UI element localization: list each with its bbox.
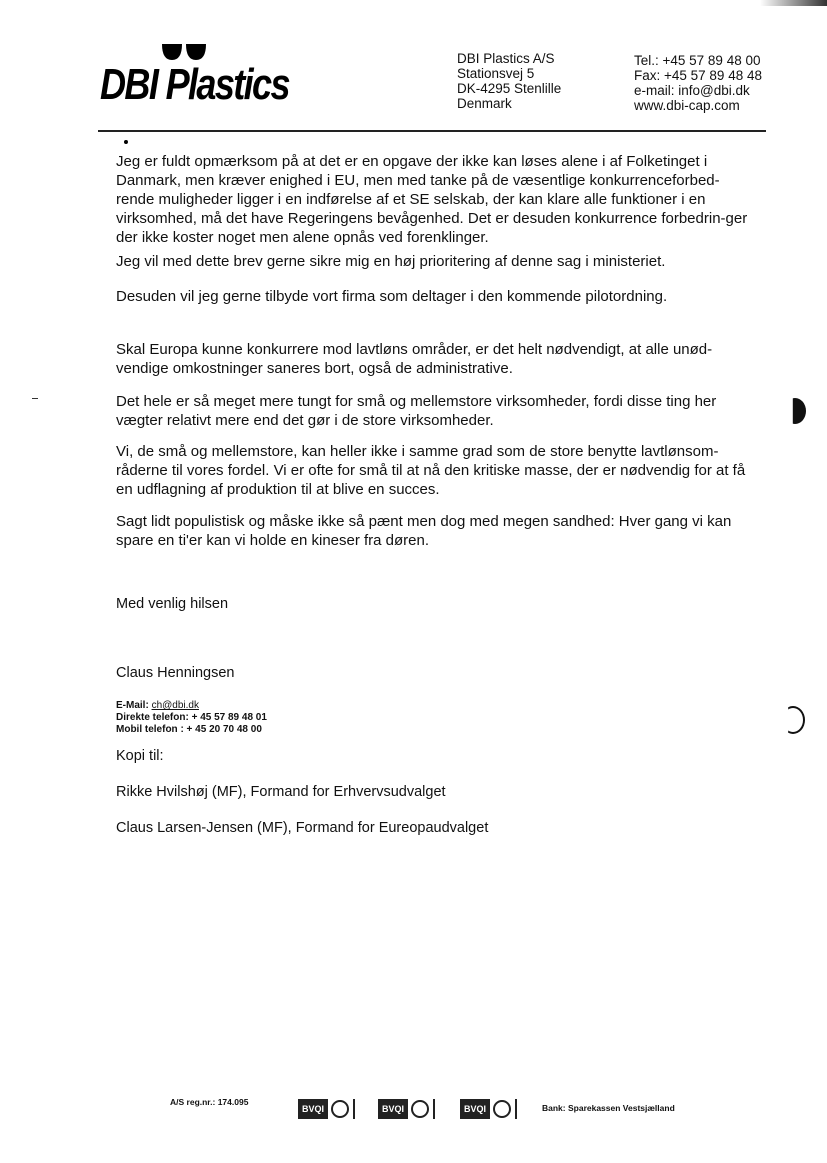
copy-recipient-1: Rikke Hvilshøj (MF), Formand for Erhvervsudvalget [116,784,446,800]
seal-icon [411,1100,429,1118]
seal-icon [493,1100,511,1118]
address-line: Denmark [457,96,512,111]
company-address [457,51,561,111]
copy-to-label: Kopi til: [116,748,164,764]
divider-bar [433,1099,435,1119]
company-logo: DBI Plastics [100,60,289,109]
contact-phone: Tel.: +45 57 89 48 00 [634,53,761,68]
bvqi-icon: BVQI [460,1099,490,1119]
punch-hole [781,706,805,734]
letter-paragraph-2: Jeg vil med dette brev gerne sikre mig en høj prioritering af denne sag i ministeriet. [116,253,666,270]
letter-paragraph-7: Sagt lidt populistisk og måske ikke så pænt men dog med megen sandhed: Hver gang vi kan spare en ti'er kan vi holde en kineser fra døren. [116,513,732,549]
closing-greeting: Med venlig hilsen [116,596,229,612]
letter-paragraph-5: Det hele er så meget mere tungt for små og mellemstore virksomheder, fordi disse ting her vægter relativt mere end det gør i de store virksomheder. [116,393,717,429]
letter-paragraph-6: Vi, de små og mellemstore, kan heller ikke i samme grad som de store benytte lavtlønsom-råderne til vores fordel. Vi er ofte for små til at nå den kritiske masse, der er nødvendig for at få en udflagning af produktion til at blive en succes. [116,443,746,498]
contact-email: e-mail: info@dbi.dk [634,83,750,98]
header-divider [98,130,766,132]
company-registration: A/S reg.nr.: 174.095 [170,1097,249,1107]
copy-recipient-2: Claus Larsen-Jensen (MF), Formand for Eureopaudvalget [116,820,489,836]
bullet-mark [124,140,128,144]
divider-bar [515,1099,517,1119]
email-link[interactable]: ch@dbi.dk [151,700,199,711]
contact-fax: Fax: +45 57 89 48 48 [634,68,762,83]
letter-paragraph-1: Jeg er fuldt opmærksom på at det er en opgave der ikke kan løses alene i af Folketinget i Danmark, men kræver enighed i EU, men med tanke på de væsentlige konkurrenceforbed-rende muligheder ligger i en indførelse af et SE selskab, der kan klare alle funktioner i en virksomhed, må det have Regeringens bevågenhed. Det er desuden konkurrence forbedrin-ger der ikke koster noget men alene opnås ved forenklinger. [116,153,748,246]
address-line: DBI Plastics A/S [457,51,555,66]
bank-info: Bank: Sparekassen Vestsjælland [542,1103,675,1113]
certification-mark [378,1097,435,1121]
contact-website: www.dbi-cap.com [634,98,740,113]
scan-mark [32,398,38,399]
signatory-name: Claus Henningsen [116,665,235,681]
divider-bar [353,1099,355,1119]
signatory-email-line [116,700,199,712]
bvqi-icon: BVQI [378,1099,408,1119]
letter-footer [170,1097,770,1127]
address-line: DK-4295 Stenlille [457,81,562,96]
scan-edge [760,0,827,6]
email-label: E-Mail: [116,700,149,711]
punch-hole [784,398,806,424]
direct-phone: Direkte telefon: + 45 57 89 48 01 [116,712,267,723]
certification-mark [298,1097,355,1121]
letter-paragraph-3: Desuden vil jeg gerne tilbyde vort firma som deltager i den kommende pilotordning. [116,288,668,305]
company-contact [634,53,762,113]
seal-icon [331,1100,349,1118]
address-line: Stationsvej 5 [457,66,535,81]
bvqi-icon: BVQI [298,1099,328,1119]
letter-paragraph-4: Skal Europa kunne konkurrere mod lavtløns områder, er det helt nødvendigt, at alle unød-vendige omkostninger saneres bort, også de administrative. [116,341,713,377]
certification-mark [460,1097,517,1121]
mobile-phone: Mobil telefon : + 45 20 70 48 00 [116,724,262,735]
